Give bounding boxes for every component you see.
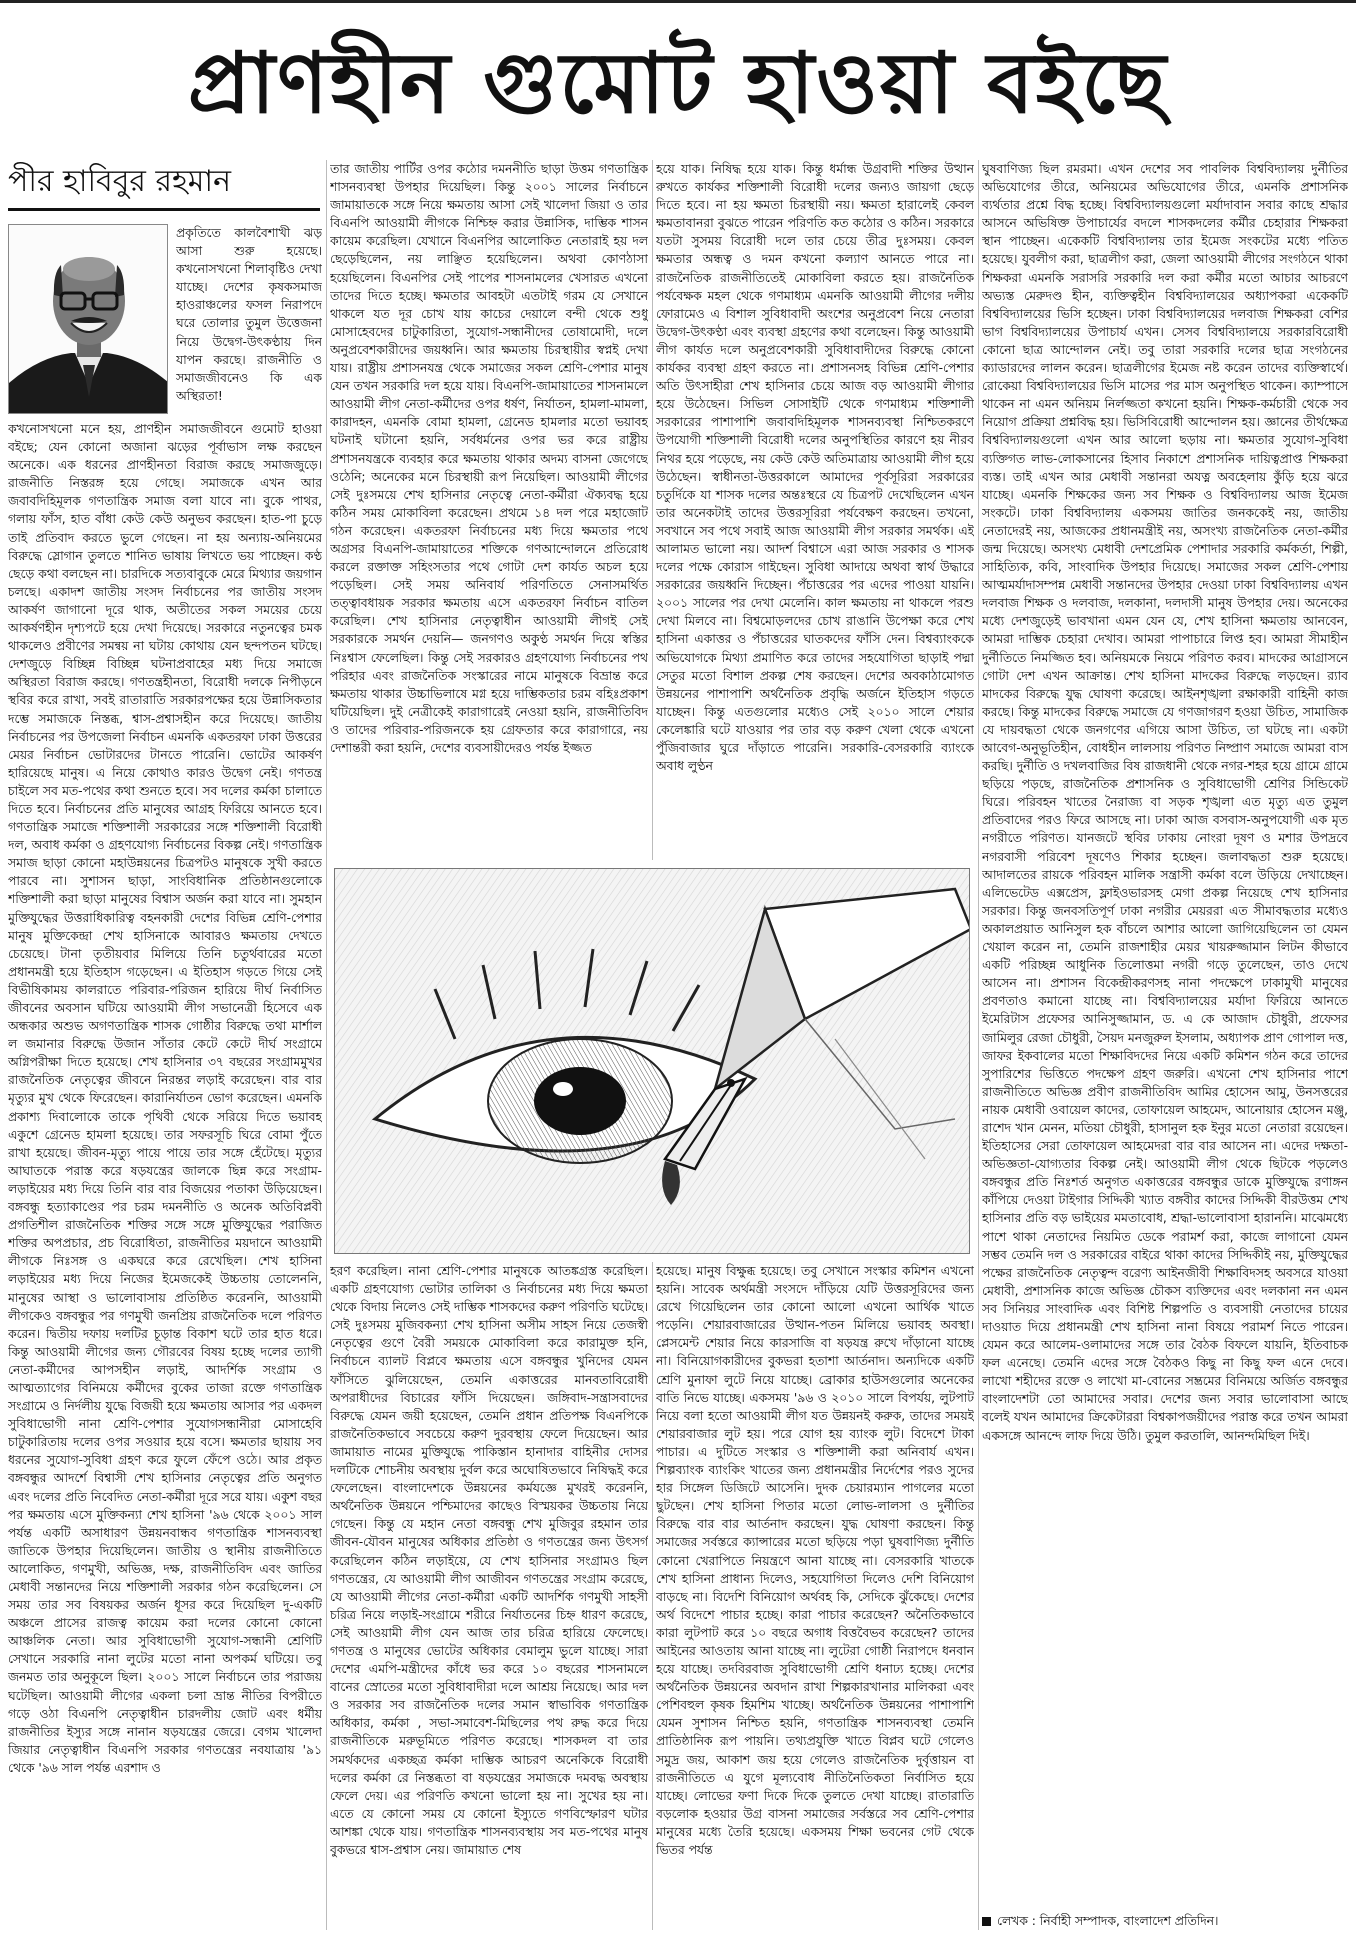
article-column-3-top: হয়ে যাক। নিষিদ্ধ হয়ে যাক। কিন্তু ধর্মান্ধ উগ্রবাদী শক্তির উত্থান রুখতে কার্যকর শক্তিশালী বিরোধী দলের জন্যও জায়গা ছেড়ে দিতে হবে। না হয় ক্ষমতা চিরস্থায়ী নয়। ক্ষমতা হারালেই কেবল ক্ষমতাবানরা বুঝতে পারেন পরিণতি কত কঠোর ও কঠিন। সরকারে যতটা সুসময় বিরোধী দলে তার চেয়ে তীব্র দুঃসময়। কেবল ক্ষমতার অন্ধত্ব ও দমন কখনো কল্যাণ আনতে পারে না। রাজনৈতিক রাজনীতিতেই মোকাবিলা করতে হয়। রাজনৈতিক পর্যবেক্ষক মহল থেকে গণমাধ্যম এমনকি আওয়ামী লীগের দলীয় ফোরামেও এ বিশাল সুবিধাবাদী অংশের অনুপ্রবেশ নিয়ে নেতারা উদ্বেগ-উৎকণ্ঠা এবং ব্যবস্থা গ্রহণের কথা বলেছেন। কিন্তু আওয়ামী লীগ কার্যত দলে অনুপ্রবেশকারী সুবিধাবাদীদের বিরুদ্ধে কোনো কার্যকর ব্যবস্থা গ্রহণ করতে না। প্রশাসনসহ বিভিন্ন শ্রেণি-পেশার অতি উৎসাহীরা শেখ হাসিনার চেয়ে আজ বড় আওয়ামী লীগার হয়ে উঠেছেন। সিভিল সোসাইটি থেকে গণমাধ্যম শক্তিশালী সরকারের পাশাপাশি জবাবদিহিমূলক শাসনব্যবস্থা নিশ্চিতকরণে উপযোগী শক্তিশালী বিরোধী দলের অনুপস্থিতির কারণে হয় নীরব নিথর হয়ে পড়েছে, নয় কেউ কেউ অতিমাত্রায় আওয়ামী লীগ হয়ে উঠেছেন। স্বাধীনতা-উত্তরকালে আমাদের পূর্বসূরিরা সরকারের চতুর্দিকে যা শাসক দলের অন্তঃস্থরে যে চিত্রপট দেখেছিলেন এখন তার অনেকটাই তাদের উত্তরসূরিরা পর্যবেক্ষণ করছেন। তখনো, সবখানে সব পথে সবাই আজ আওয়ামী লীগ সরকার সমর্থক। এই আলামত ভালো নয়। আদর্শ বিশ্বাসে এরা আজ সরকার ও শাসক দলের পক্ষে কোরাস গাইছেন। সুবিধা আদায়ে অথবা স্বার্থ উদ্ধারে সরকারের জয়ধ্বনি দিচ্ছেন। পঁচাত্তরের পর এদের পাওয়া যায়নি। ২০০১ সালের পর দেখা মেলেনি। কাল ক্ষমতায় না থাকলে পরশু দেখা মিলবে না। বিশ্বমোড়লদের চোখ রাঙানি উপেক্ষা করে শেখ হাসিনা একাত্তর ও পঁচাত্তরের ঘাতকদের ফাঁসি দেন। বিশ্বব্যাংককে অভিযোগকে মিথ্যা প্রমাণিত করে তাদের সহযোগিতা ছাড়াই পদ্মা সেতুর মতো বিশাল প্রকল্প শেষ করছেন। দেশের অবকাঠামোগত উন্নয়নের পাশাপাশি অর্থনৈতিক প্রবৃদ্ধি অর্জনে ইতিহাস গড়তে যাচ্ছেন। কিন্তু এতগুলোর মধ্যেও সেই ২০১০ সালে শেয়ার কেলেঙ্কারি ঘটে যাওয়ার পর তার বড় করুণ খেলা থেকে এখনো পুঁজিবাজার ঘুরে দাঁড়াতে পারেনি। সরকারি-বেসরকারি ব্যাংকে অবাধ লুণ্ঠন: [656, 162, 974, 774]
byline: পীর হাবিবুর রহমান: [8, 164, 231, 199]
author-note: [982, 1912, 1348, 1930]
article-column-1: কখনোসখনো মনে হয়, প্রাণহীন সমাজজীবনে গুমোট হাওয়া বইছে; যেন কোনো অজানা ঝড়ের পূর্বাভাস লক্ষ করছেন অনেকে। এক ধরনের প্রাণহীনতা বিরাজ করছে সমাজজুড়ে। রাজনীতি নিস্তরঙ্গ হয়ে গেছে। সমাজকে এখন আর জবাবদিহিমূলক গণতান্ত্রিক সমাজ বলা যাবে না। বুকে পাথর, গলায় ফাঁস, হাত বাঁধা কেউ কেউ অনুভব করছেন। হাত-পা চুড়ে তাই প্রতিবাদ করতে ভুলে গেছেন। না হয় অন্যায়-অনিয়মের বিরুদ্ধে স্লোগান তুলতে শানিত ভাষায় লিখতে ভয় পাচ্ছেন। কণ্ঠ ছেড়ে কথা বলছেন না। চারদিকে সত্যবাবুকে মেরে মিথ্যার জয়গান চলছে। একাদশ জাতীয় সংসদ নির্বাচনের পর জাতীয় সংসদ আকর্ষণ জাগানো দূরে থাক, অতীতের সকল সময়ের চেয়ে আকর্ষণহীন দৃশ্যপটে হয়ে দেখা দিয়েছে। সরকারে নতুনত্বের চমক থাকলেও প্রবীণের সমন্বয় না ঘটায় কোথায় যেন ছন্দপতন ঘটছে। দেশজুড়ে বিচ্ছিন্ন বিচ্ছিন্ন ঘটনাপ্রবাহের মধ্য দিয়ে সমাজে অস্থিরতা বিরাজ করছে। গণতন্ত্রহীনতা, বিরোধী দলকে নিপীড়নে স্থবির করে রাখা, সবই রাতারাতি সরকারপক্ষের হয়ে উন্নাসিকতার দম্ভে সমাজকে নিস্তব্ধ, শ্বাস-প্রশ্বাসহীন করে দিয়েছে। জাতীয় নির্বাচনের পর উপজেলা নির্বাচন এমনকি একতরফা ঢাকা উত্তরের মেয়র নির্বাচন ভোটারদের টানতে পারেনি। ভোটের আকর্ষণ হারিয়েছে মানুষ। এ নিয়ে কোথাও কারও উদ্বেগ নেই। গণতন্ত্র চাইলে সব মত-পথের কথা শুনতে হবে। সব দলের কর্মকা চালাতে দিতে হবে। নির্বাচনের প্রতি মানুষের আগ্রহ ফিরিয়ে আনতে হবে। গণতান্ত্রিক সমাজে শক্তিশালী সরকারের সঙ্গে শক্তিশালী বিরোধী দল, অবাধ কর্মকা ও গ্রহণযোগ্য নির্বাচনের বিকল্প নেই। গণতান্ত্রিক সমাজ ছাড়া কোনো মহাউন্নয়নের চিত্রপটও মানুষকে সুখী করতে পারবে না। সুশাসন ছাড়া, সাংবিধানিক প্রতিষ্ঠানগুলোকে শক্তিশালী করা ছাড়া মানুষের বিশ্বাস অর্জন করা যাবে না। সুমহান মুক্তিযুদ্ধের উত্তরাধিকারিত্ব বহনকারী দেশের বিভিন্ন শ্রেণি-পেশার মানুষ মুক্তিকেন্দ্রা শেখ হাসিনাকে আবারও ক্ষমতায় দেখতে চেয়েছে। টানা তৃতীয়বার মিলিয়ে তিনি চতুর্থবারের মতো প্রধানমন্ত্রী হয়ে ইতিহাস গড়েছেন। এ ইতিহাস গড়তে গিয়ে সেই বিভীষিকাময় কালরাতে পরিবার-পরিজন হারিয়ে দীর্ঘ নির্বাসিত জীবনের অবসান ঘটিয়ে আওয়ামী লীগ সভানেত্রী হিসেবে এক অন্ধকার অশুভ অগণতান্ত্রিক শাসক গোষ্ঠীর বিরুদ্ধে তথা মার্শাল ল জমানার বিরুদ্ধে উজান সাঁতার কেটে কেটে দীর্ঘ সংগ্রামে অগ্নিপরীক্ষা দিতে হয়েছে। শেখ হাসিনার ৩৭ বছরের সংগ্রামমুখর রাজনৈতিক নেতৃত্বের জীবনে নিরন্তর লড়াই করেছেন। বার বার মৃত্যুর মুখ থেকে ফিরেছেন। কারানির্যাতন ভোগ করেছেন। এমনকি প্রকাশ্য দিবালোকে তাকে পৃথিবী থেকে সরিয়ে দিতে ভয়াবহ একুশে গ্রেনেড হামলা হয়েছে। তার সফরসূচি ঘিরে বোমা পুঁতে রাখা হয়েছে। জীবন-মৃত্যু পায়ে পায়ে তার সঙ্গে হেঁটেছে। মৃত্যুর আঘাতকে পরাস্ত করে ষড়যন্ত্রের জালকে ছিন্ন করে সংগ্রাম-লড়াইয়ের মধ্য দিয়ে তিনি বার বার বিজয়ের পতাকা উড়িয়েছেন। বঙ্গবন্ধু হত্যাকাণ্ডের পর চরম দমননীতি ও অনেক অতিবিপ্লবী প্রগতিশীল রাজনৈতিক শক্তির সঙ্গে সঙ্গে মুক্তিযুদ্ধের পরাজিত শক্তির অপপ্রচার, প্রচ বিরোধিতা, রাজনীতির ময়দানে আওয়ামী লীগকে নিঃসঙ্গ ও একঘরে করে রেখেছিল। শেখ হাসিনা লড়াইয়ের মধ্য দিয়ে নিজের ইমেজকেই উচ্চতায় তোলেননি, মানুষের আস্থা ও ভালোবাসায় প্রতিষ্ঠিত করেননি, আওয়ামী লীগকেও বঙ্গবন্ধুর পর গণমুখী জনপ্রিয় রাজনৈতিক দলে পরিণত করেন। দ্বিতীয় দফায় দলটির চূড়ান্ত বিকাশ ঘটে তার হাত ধরে। কিন্তু আওয়ামী লীগের জন্য গৌরবের বিষয় হচ্ছে দলের ত্যাগী নেতা-কর্মীদের আপসহীন লড়াই, আদর্শিক সংগ্রাম ও আত্মত্যাগের বিনিময়ে কর্মীদের বুকের তাজা রক্তে গণতান্ত্রিক সংগ্রামে ও নির্দলীয় যুদ্ধে বিজয়ী হয়ে ক্ষমতায় আসার পর একদল সুবিধাভোগী নানা শ্রেণি-পেশার সুযোগসন্ধানীরা মোসাহেবি চাটুকারিতায় দলের ওপর সওয়ার হয়ে বসে। ক্ষমতার ছায়ায় সব ধরনের সুযোগ-সুবিধা গ্রহণ করে ফুলে ফেঁপে ওঠে। আর প্রকৃত বঙ্গবন্ধুর আদর্শে বিশ্বাসী শেখ হাসিনার নেতৃত্বের প্রতি অনুগত এবং দলের প্রতি নিবেদিত নেতা-কর্মীরা দূরে সরে যায়। একুশ বছর পর ক্ষমতায় এসে মুক্তিকন্যা শেখ হাসিনা '৯৬ থেকে ২০০১ সাল পর্যন্ত একটি অসাধারণ উন্নয়নবান্ধব গণতান্ত্রিক শাসনব্যবস্থা জাতিকে উপহার দিয়েছিলেন। জাতীয় ও স্থানীয় রাজনীতিতে আলোকিত, গণমুখী, অভিজ্ঞ, দক্ষ, রাজনীতিবিদ এবং জাতির মেধাবী সন্তানদের নিয়ে শক্তিশালী সরকার গঠন করেছিলেন। সে সময় তার সব বিষয়কর অর্জন ধূসর করে দিয়েছিল দু-একটি অঞ্চলে প্রাসের রাজত্ব কায়েম করা দলের কোনো কোনো আঞ্চলিক নেতা। আর সুবিধাভোগী সুযোগ-সন্ধানী শ্রেণিটি সেখানে সরকারি নানা লুটের মতো নানা অপকর্ম ঘটিয়ে। তবু জনমত তার অনুকূলে ছিল। ২০০১ সালে নির্বাচনে তার পরাজয় ঘটেছিল। আওয়ামী লীগের একলা চলা ভ্রান্ত নীতির বিপরীতে গড়ে ওঠা বিএনপি নেতৃত্বাধীন চারদলীয় জোট এবং ধর্মীয় রাজনীতির ইস্যুর সঙ্গে নানান ষড়যন্ত্রের জেরে। বেগম খালেদা জিয়ার নেতৃত্বাধীন বিএনপি সরকার গণতন্ত্রের নবযাত্রায় '৯১ থেকে '৯৬ সাল পর্যন্ত এরশাদ ও: [8, 422, 322, 1775]
article-column-3-bottom: হয়েছে। মানুষ বিক্ষুব্ধ হয়েছে। তবু সেখানে সংস্কার কমিশন এখনো হয়নি। সাবেক অর্থমন্ত্রী সংসদে দাঁড়িয়ে যেটি উত্তরসূরিদের জন্য রেখে গিয়েছিলেন তার কোনো আলো এখনো আর্থিক খাতে পড়েনি। শেয়ারবাজারের উত্থান-পতন মিলিয়ে ভয়াবহ অবস্থা। প্লেসমেন্ট শেয়ার নিয়ে কারসাজি বা ষড়যন্ত্র রুখে দাঁড়ানো যাচ্ছে না। বিনিয়োগকারীদের বুকভরা হতাশা আর্তনাদ। অন্যদিকে একটি শ্রেণি মুনাফা লুটে নিয়ে যাচ্ছে। ব্রোকার হাউসগুলোর অনেকের বাতি নিভে যাচ্ছে। একসময় '৯৬ ও ২০১০ সালে বিপর্যয়, লুটপাট নিয়ে বলা হতো আওয়ামী লীগ যত উন্নয়নই করুক, তাদের সময়ই শেয়ারবাজার লুট হয়। পরে যোগ হয় ব্যাংক লুট। বিদেশে টাকা পাচার। এ দুটিতে সংস্কার ও শক্তিশালী করা অনিবার্য এখন। শিল্পব্যাংক ব্যাংকিং খাতের জন্য প্রধানমন্ত্রীর নির্দেশের পরও সুদের হার সিঙ্গেল ডিজিটে আসেনি। দুদক চেয়ারম্যান পাগলের মতো ছুটছেন। শেখ হাসিনা পিতার মতো লোভ-লালসা ও দুর্নীতির বিরুদ্ধে বার বার আর্তনাদ করছেন। যুদ্ধ ঘোষণা করছেন। কিন্তু সমাজের সর্বস্তরে ক্যান্সারের মতো ছড়িয়ে পড়া ঘুষবাণিজ্য দুর্নীতি কোনো খেরাপিতে নিয়ন্ত্রণে আনা যাচ্ছে না। বেসরকারি খাতকে শেখ হাসিনা প্রাধান্য দিলেও, সহযোগিতা দিলেও দেশি বিনিয়োগ বাড়ছে না। বিদেশি বিনিয়োগ অর্থবহ কি, সেদিকে ঝুঁকেছে। দেশের অর্থ বিদেশে পাচার হচ্ছে। কারা পাচার করেছেন? অনৈতিকভাবে কারা লুটপাট করে ১০ বছরে অগাধ বিত্তবৈভব করেছেন? তাদের আইনের আওতায় আনা যাচ্ছে না। লুটেরা গোষ্ঠী নিরাপদে ধনবান হয়ে যাচ্ছে। তদবিরবাজ সুবিধাভোগী শ্রেণি ধনাঢ্য হচ্ছে। দেশের অর্থনৈতিক উন্নয়নের অবদান রাখা শিল্পকারখানার মালিকরা এবং পেশিবহুল কৃষক হিমশিম খাচ্ছে। অর্থনৈতিক উন্নয়নের পাশাপাশি যেমন সুশাসন নিশ্চিত হয়নি, গণতান্ত্রিক শাসনব্যবস্থা তেমনি প্রাতিষ্ঠানিক রূপ পায়নি। তথ্যপ্রযুক্তি খাতে বিপ্লব ঘটে গেলেও সমুদ্র জয়, আকাশ জয় হয়ে গেলেও রাজনৈতিক দুর্বৃত্তায়ন বা রাজনীতিতে এ যুগে মূল্যবোধ নীতিনৈতিকতা নির্বাসিত হয়ে যাচ্ছে। লোভের ফণা দিকে দিকে তুলতে দেখা যাচ্ছে। রাতারাতি বড়লোক হওয়ার উগ্র বাসনা সমাজের সর্বস্তরে সব শ্রেণি-পেশার মানুষের মধ্যে তৈরি হয়েছে। একসময় শিক্ষা ভবনের গেট থেকে ভিতর পর্যন্ত: [656, 1264, 974, 1857]
article-column-4: ঘুষবাণিজ্য ছিল রমরমা। এখন দেশের সব পাবলিক বিশ্ববিদ্যালয় দুর্নীতির অভিযোগের তীরে, অনিয়মের অভিযোগের তীরে, এমনকি প্রশাসনিক ব্যর্থতার প্রশ্নে বিদ্ধ হচ্ছে। বিশ্ববিদ্যালয়গুলো মর্যাদাবান সবার কাছে শ্রদ্ধার আসনে অভিষিক্ত উপাচার্যের বদলে শাসকদলের কর্মীর চেহারার শিক্ষকরা স্থান পাচ্ছেন। একেকটি বিশ্ববিদ্যালয় তার ইমেজ সংকটের মধ্যে পতিত হয়েছে। যুবলীগ করা, ছাত্রলীগ করা, জেলা আওয়ামী লীগের সংগঠনে থাকা শিক্ষকরা এমনকি সরাসরি সরকারি দল করা কর্মীর মতো আচার আচরণে অভ্যস্ত মেরুদণ্ড হীন, ব্যক্তিত্বহীন বিশ্ববিদ্যালয়ের অধ্যাপকরা একেকটি বিশ্ববিদ্যালয়ের ভিসি হচ্ছেন। ঢাকা বিশ্ববিদ্যালয়ের দলবাজ শিক্ষকরা বেশির ভাগ বিশ্ববিদ্যালয়ের উপাচার্য এখন। সেসব বিশ্ববিদ্যালয়ে সরকারবিরোধী কোনো ছাত্র আন্দোলন নেই। তবু তারা সরকারি দলের ছাত্র সংগঠনের ক্যাডারদের লালন করেন। ছাত্রলীগের ইমেজ নষ্ট করেন তাদের ব্যক্তিস্বার্থে। রোকেয়া বিশ্ববিদ্যালয়ের ভিসি মাসের পর মাস অনুপস্থিত থাকেন। ক্যাম্পাসে থাকেন না এমন অনিয়ম নির্লজ্জতা কখনো হয়নি। শিক্ষক-কর্মচারী থেকে সব নিয়োগ প্রক্রিয়া প্রশ্নবিদ্ধ হয়। ভিসিবিরোধী আন্দোলন হয়। জ্ঞানের তীর্থক্ষেত্র বিশ্ববিদ্যালয়গুলো এখন আর আলো ছড়ায় না। ক্ষমতার সুযোগ-সুবিধা ব্যক্তিগত লাভ-লোকসানের হিসাব নিকাশে প্রশাসনিক দায়িত্বপ্রাপ্ত শিক্ষকরা ব্যস্ত। তাই এখন আর মেধাবী সন্তানরা অযত্ন অবহেলায় কুঁড়ি হয়ে ঝরে যাচ্ছে। এমনকি শিক্ষকের জন্য সব শিক্ষক ও বিশ্ববিদ্যালয় আজ ইমেজ সংকটে। ঢাকা বিশ্ববিদ্যালয় একসময় জাতির জনককেই নয়, জাতীয় নেতাদেরই নয়, আজকের প্রধানমন্ত্রীই নয়, অসংখ্য রাজনৈতিক নেতা-কর্মীর জন্ম দিয়েছে। অসংখ্য মেধাবী দেশপ্রেমিক পেশাদার সরকারি কর্মকর্তা, শিল্পী, সাহিত্যিক, কবি, সাংবাদিক উপহার দিয়েছে। সমাজের সকল শ্রেণি-পেশায় আত্মমর্যাদাসম্পন্ন মেধাবী সন্তানদের উপহার দেওয়া ঢাকা বিশ্ববিদ্যালয় এখন দলবাজ শিক্ষক ও দলবাজ, দলকানা, দলদাসী মানুষ উপহার দেয়। অনেকের মধ্যে দেশজুড়েই ভাবখানা এমন যেন যে, শেখ হাসিনা ক্ষমতায় আনবেন, আমরা দাম্ভিক চেহারা দেখাব। আমরা পাপাচারে লিপ্ত হব। আমরা সীমাহীন দুর্নীতিতে নিমজ্জিত হব। অনিয়মকে নিয়মে পরিণত করব। মাদকের আগ্রাসনে গোটা দেশ এখন আক্রান্ত। শেখ হাসিনা মাদকের বিরুদ্ধে লড়ছেন। র‍্যাব মাদকের বিরুদ্ধে যুদ্ধ ঘোষণা করেছে। আইনশৃঙ্খলা রক্ষাকারী বাহিনী কাজ করছে। কিন্তু মাদকের বিরুদ্ধে সমাজে যে গণজাগরণ হওয়া উচিত, সামাজিক যে দায়বদ্ধতা থেকে জনগণের এগিয়ে আসা উচিত, তা ঘটছে না। একটা আবেগ-অনুভূতিহীন, বোধহীন লালসায় পরিণত নিষ্প্রাণ সমাজে আমরা বাস করছি। দুর্নীতি ও দখলবাজির বিষ রাজধানী থেকে নগর-শহর হয়ে গ্রামে গ্রামে ছড়িয়ে পড়ছে, রাজনৈতিক প্রশাসনিক ও সুবিধাভোগী শ্রেণির সিন্ডিকেট ঘিরে। পরিবহন খাতের নৈরাজ্য বা সড়ক শৃঙ্খলা এত মৃত্যু এত তুমুল প্রতিবাদের পরও ফিরে আসছে না। ঢাকা আজ বসবাস-অনুপযোগী এক মৃত নগরীতে পরিণত। যানজটে স্থবির ঢাকায় নোংরা দূষণ ও মশার উপদ্রবে নগরবাসী পরিবেশ দূষণেও শিকার হচ্ছেন। জলাবদ্ধতা শুরু হয়েছে। আদালতের রায়কে পরিবহন মালিক সন্ত্রাসী কর্মকা বলে উড়িয়ে দেখাচ্ছেন। এলিভেটেড এক্সপ্রেস, ফ্লাইওভারসহ মেগা প্রকল্প নিয়েছে শেখ হাসিনার সরকার। কিন্তু জনবসতিপূর্ণ ঢাকা নগরীর মেয়ররা এত সীমাবদ্ধতার মধ্যেও অকালপ্রয়াত আনিসুল হক বাঁচলে আশার আলো জাগিয়েছিলেন তা যেমন খেয়াল করেন না, তেমনি রাজশাহীর মেয়র খায়রুজ্জামান লিটন কীভাবে একটি পরিচ্ছন্ন আধুনিক তিলোত্তমা নগরী গড়ে তুলেছেন, তাও দেখে আসেন না। প্রশাসন বিকেন্দ্রীকরণসহ নানা পদক্ষেপে ঢাকামুখী মানুষের প্রবণতাও কমানো যাচ্ছে না। বিশ্ববিদ্যালয়ের মর্যাদা ফিরিয়ে আনতে ইমেরিটাস প্রফেসর আনিসুজ্জামান, ড. এ কে আজাদ চৌধুরী, প্রফেসর জামিলুর রেজা চৌধুরী, সৈয়দ মনজুরুল ইসলাম, অধ্যাপক প্রাণ গোপাল দত্ত, জাফর ইকবালের মতো শিক্ষাবিদদের নিয়ে একটি কমিশন গঠন করে তাদের সুপারিশের ভিত্তিতে পদক্ষেপ গ্রহণ জরুরি। এখনো শেখ হাসিনার পাশে রাজনীতিতে অভিজ্ঞ প্রবীণ রাজনীতিবিদ আমির হোসেন আমু, উনসত্তরের নায়ক মেধাবী ওবায়েল কাদের, তোফায়েল আহমেদ, আনোয়ার হোসেন মঞ্জু, রাশেদ খান মেনন, মতিয়া চৌধুরী, হাসানুল হক ইনুর মতো নেতারা রয়েছেন। ইতিহাসের সেরা তোফায়েল আহমেদরা বার বার আসেন না। এদের দক্ষতা-অভিজ্ঞতা-যোগ্যতার বিকল্প নেই। আওয়ামী লীগ থেকে ছিটকে পড়লেও বঙ্গবন্ধুর প্রতি নিঃশর্ত অনুগত একাত্তরের বঙ্গবন্ধুর ডাকে মুক্তিযুদ্ধে রণাঙ্গন কাঁপিয়ে দেওয়া টাইগার সিদ্দিকী খ্যাত বঙ্গবীর কাদের সিদ্দিকী বীরউত্তম শেখ হাসিনার প্রতি বড় ভাইয়ের মমতাবোধ, শ্রদ্ধা-ভালোবাসা হারাননি। মাঝেমধ্যে পাশে থাকা নেতাদের নিয়মিত ডেকে পরামর্শ করা, কাজে লাগানো যেমন সম্ভব তেমনি দল ও সরকারের বাইরে থাকা কাদের সিদ্দিকীই নয়, মুক্তিযুদ্ধের পক্ষের রাজনৈতিক নেতৃত্বন্দ বরেণ্য আইনজীবী শিক্ষাবিদসহ অবসরে যাওয়া মেধাবী, প্রশাসনিক কাজে অভিজ্ঞ চৌকস ব্যক্তিদের এবং দলকানা নন এমন সব সিনিয়র সাংবাদিক এবং বিশিষ্ট শিল্পপতি ও ব্যবসায়ী নেতাদের চায়ের দাওয়াত দিয়ে প্রধানমন্ত্রী শেখ হাসিনা নানা বিষয়ে পরামর্শ নিতে পারেন। যেমন করে আলেম-ওলামাদের সঙ্গে তার বৈঠক বিফলে যায়নি, ইতিবাচক ফল এনেছে। তেমনি এদের সঙ্গে বৈঠকও কিছু না কিছু ফল এনে দেবে। লাখো শহীদের রক্তে ও লাখো মা-বোনের সম্ভ্রমের বিনিময়ে অর্জিত বঙ্গবন্ধুর বাংলাদেশটা তো আমাদের সবার। দেশের জন্য সবার ভালোবাসা আছে বলেই যখন আমাদের ক্রিকেটাররা বিশ্বকাপজয়ীদের পরাস্ত করে তখন আমরা একসঙ্গে আনন্দে লাফ দিয়ে উঠি। তুমুল করতালি, আনন্দমিছিল দিই।: [982, 162, 1348, 1443]
bullet-square-icon: [982, 1917, 991, 1926]
column-divider: [326, 160, 327, 1930]
byline-rule: [8, 208, 320, 211]
eye-pen-drawing: [335, 869, 970, 1254]
top-rule: [0, 0, 1356, 3]
headline: প্রাণহীন গুমোট হাওয়া বইছে: [187, 33, 1169, 132]
column-divider: [652, 1262, 653, 1930]
article-column-2-top: তার জাতীয় পার্টির ওপর কঠোর দমননীতি ছাড়া উত্তম গণতান্ত্রিক শাসনব্যবস্থা উপহার দিয়েছিল। কিন্তু ২০০১ সালের নির্বাচনে জামায়াতকে সঙ্গে নিয়ে ক্ষমতায় আসা সেই খালেদা জিয়া ও তার বিএনপি আওয়ামী লীগকে নিশ্চিহ্ন করার উন্নাসিক, দাম্ভিক শাসন কায়েম করেছিল। যেখানে বিএনপির আলোকিত নেতারাই হয় দল ছেড়েছিলেন, নয় লাঞ্ছিত হয়েছিলেন। অথবা কোণঠাসা হয়েছিলেন। বিএনপির সেই পাপের শাসনামলের খেসারত এখনো তাদের দিতে হচ্ছে। ক্ষমতার আবহটা এতটাই গরম যে সেখানে থাকলে যত দূর চোখ যায় কাচের দেয়ালে বন্দী থেকে শুধু মোসাহেবদের চাটুকারিতা, সুযোগ-সন্ধানীদের তোষামোদী, দলে অনুপ্রবেশকারীদের জয়ধ্বনি। আর ক্ষমতায় চিরস্থায়ীর স্বপ্নই দেখা যায়। রাষ্ট্রীয় প্রশাসনযন্ত্র থেকে সমাজের সকল শ্রেণি-পেশার মানুষ যেন তখন সরকারি দল হয়ে যায়। বিএনপি-জামায়াতের শাসনামলে আওয়ামী লীগ নেতা-কর্মীদের ওপর ধর্ষণ, নির্যাতন, হামলা-মামলা, কারাদহন, এমনকি বোমা হামলা, গ্রেনেড হামলার মতো ভয়াবহ ঘটনাই ঘটানো হয়নি, সর্বধর্মনের ওপর ভর করে রাষ্ট্রীয় প্রশাসনযন্ত্রকে ব্যবহার করে ক্ষমতায় থাকার অদম্য বাসনা জেগেছে ওঠেনি; অনেকের মনে চিরস্থায়ী রূপ নিয়েছিল। আওয়ামী লীগের সেই দুঃসময়ে শেখ হাসিনার নেতৃত্বে নেতা-কর্মীরা ঐক্যবদ্ধ হয়ে কঠিন সময় মোকাবিলা করেছেন। প্রথমে ১৪ দল পরে মহাজোট গঠন করেছেন। একতরফা নির্বাচনের মধ্য দিয়ে ক্ষমতার পথে অগ্রসর বিএনপি-জামায়াতের শক্তিকে গণআন্দোলনে প্রতিরোধ করলে রক্তাক্ত সহিংসতার পথে গোটা দেশ কার্যত অচল হয়ে পড়েছিল। সেই সময় অনিবার্য পরিণতিতে সেনাসমর্থিত তত্ত্বাবধায়ক সরকার ক্ষমতায় এসে একতরফা নির্বাচন বাতিল করেছিল। শেখ হাসিনার নেতৃত্বাধীন আওয়ামী লীগই সেই সরকারকে সমর্থন দেয়নি— জনগণও অকুণ্ঠ সমর্থন দিয়ে স্বস্তির নিঃশ্বাস ফেলেছিল। কিন্তু সেই সরকারও গ্রহণযোগ্য নির্বাচনের পথ পরিহার এবং রাজনৈতিক সংস্কারের নামে মানুষকে বিভ্রান্ত করে ক্ষমতায় থাকার উচ্চাভিলাষে মগ্ন হয়ে দাম্ভিকতার চরম বহিঃপ্রকাশ ঘটিয়েছিল। দুই নেত্রীকেই কারাগারেই নেওয়া হয়নি, রাজনীতিবিদ ও তাদের পরিবার-পরিজনকে হয় গ্রেফতার করে কারাগারে, নয় দেশান্তরী করা হয়নি, দেশের ব্যবসায়ীদেরও পর্যন্ত ইজ্জত: [330, 162, 648, 755]
author-note-text: লেখক : নির্বাহী সম্পাদক, বাংলাদেশ প্রতিদিন।: [997, 1914, 1219, 1928]
author-portrait: [8, 224, 168, 414]
article-intro: প্রকৃতিতে কালবৈশাখী ঝড় আসা শুরু হয়েছে। কখনোসখনো শিলাবৃষ্টিও দেখা যাচ্ছে। দেশের কৃষকসমাজ হাওরাঞ্চলের ফসল নিরাপদে ঘরে তোলার তুমুল উত্তেজনা নিয়ে উদ্বেগ-উৎকণ্ঠায় দিন যাপন করছে। রাজনীতি ও সমাজজীবনেও কি এক অস্থিরতা!: [176, 226, 322, 403]
column-divider: [652, 160, 653, 860]
column-divider: [978, 160, 979, 1930]
illustration-eye-pen: [334, 868, 970, 1254]
article-column-2-bottom: হরণ করেছিল। নানা শ্রেণি-পেশার মানুষকে আতঙ্কগ্রস্ত করেছিল। একটি গ্রহণযোগ্য ভোটার তালিকা ও নির্বাচনের মধ্য দিয়ে ক্ষমতা থেকে বিদায় নিলেও সেই দাম্ভিক শাসকদের করুণ পরিণতি ঘটেছে। সেই দুঃসময় মুজিবকন্যা শেখ হাসিনা অসীম সাহস নিয়ে তেজস্বী নেতৃত্বের গুণে বৈরী সময়কে মোকাবিলা করে কারামুক্ত হনি, নির্বাচনে ব্যালট বিপ্লবে ক্ষমতায় এসে বঙ্গবন্ধুর খুনিদের যেমন ফাঁসিতে ঝুলিয়েছেন, তেমনি একাত্তরের মানবতাবিরোধী অপরাধীদের বিচারের ফাঁসি দিয়েছেন। জঙ্গিবাদ-সন্ত্রাসবাদের বিরুদ্ধে যেমন জয়ী হয়েছেন, তেমনি প্রধান প্রতিপক্ষ বিএনপিকে রাজনৈতিকভাবে সবচেয়ে করুণ দুরবস্থায় ফেলে দিয়েছেন। আর জামায়াত নামের মুক্তিযুদ্ধে পাকিস্তান হানাদার বাহিনীর দোসর দলটিকে শোচনীয় অবস্থায় দুর্বল করে অঘোষিতভাবে নিষিদ্ধই করে ফেলেছেন। বাংলাদেশকে উন্নয়নের কর্মযজ্ঞে মুখরই করেননি, অর্থনৈতিক উন্নয়নে পশ্চিমাদের কাছেও বিস্ময়কর উচ্চতায় নিয়ে গেছেন। কিন্তু যে মহান নেতা বঙ্গবন্ধু শেখ মুজিবুর রহমান তার জীবন-যৌবন মানুষের অধিকার প্রতিষ্ঠা ও গণতন্ত্রের জন্য উৎসর্গ করেছিলেন কঠিন লড়াইয়ে, যে শেখ হাসিনার সংগ্রামও ছিল গণতন্ত্রের, যে আওয়ামী লীগ আজীবন গণতন্ত্রের সংগ্রাম করেছে, যে আওয়ামী লীগের নেতা-কর্মীরা একটি আদর্শিক গণমুখী সাহসী চরিত্র নিয়ে লড়াই-সংগ্রামে শরীরে নির্যাতনের চিহ্ন ধারণ করেছে, সেই আওয়ামী লীগ যেন আজ তার চরিত্র হারিয়ে ফেলেছে। গণতন্ত্র ও মানুষের ভোটের অধিকার বেমালুম ভুলে যাচ্ছে। সারা দেশের এমপি-মন্ত্রীদের কাঁধে ভর করে ১০ বছরের শাসনামলে বানের স্রোতের মতো সুবিধাবাদীরা দলে আশ্রয় নিয়েছে। আর দল ও সরকার সব রাজনৈতিক দলের সমান স্বাভাবিক গণতান্ত্রিক অধিকার, কর্মকা , সভা-সমাবেশ-মিছিলের পথ রুদ্ধ করে দিয়ে রাজনীতিকে মরুভূমিতে পরিণত করেছে। শাসকদল বা তার সমর্থকদের একচ্ছত্র কর্মকা দাম্ভিক আচরণ অনেকিকে বিরোধী দলের কর্মকা রে নিস্তব্ধতা বা ষড়যন্ত্রের সমাজকে দমবদ্ধ অবস্থায় ফেলে দেয়। এর পরিণতি কখনো ভালো হয় না। সুখের হয় না। এতে যে কোনো সময় যে কোনো ইস্যুতে গণবিস্ফোরণ ঘটার আশঙ্কা থেকে যায়। গণতান্ত্রিক শাসনব্যবস্থায় সব মত-পথের মানুষ বুকভরে শ্বাস-প্রশ্বাস নেয়। জামায়াত শেষ: [330, 1264, 648, 1857]
author-portrait-drawing: [9, 225, 168, 414]
